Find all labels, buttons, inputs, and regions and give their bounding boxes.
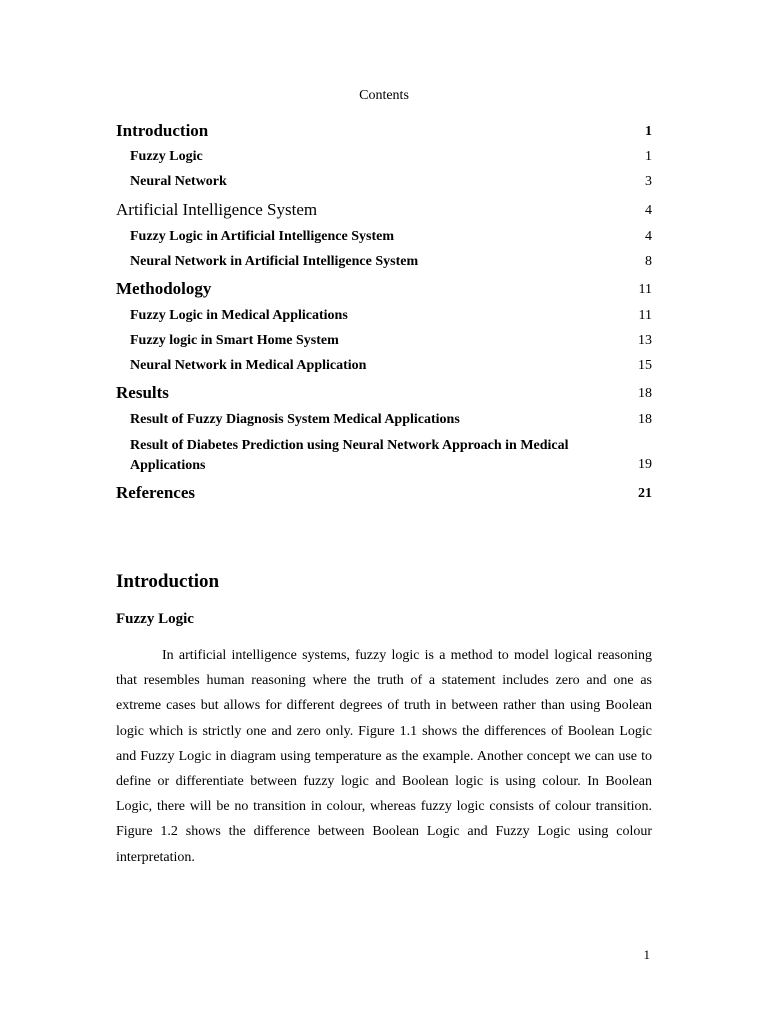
toc-entry-page: 1: [645, 149, 652, 164]
toc-title: Contents: [359, 88, 409, 103]
toc-entry-label: Neural Network in Medical Application: [130, 358, 367, 373]
section-heading: Introduction: [116, 571, 220, 592]
toc-entry-page: 21: [638, 486, 652, 501]
toc-entry-page: 4: [645, 229, 652, 244]
toc-entry-page: 11: [638, 308, 652, 323]
toc-entry-page: 15: [638, 358, 652, 373]
toc-entry-page: 18: [638, 386, 652, 401]
toc-entry-label: Neural Network: [130, 174, 227, 189]
body-paragraph: In artificial intelligence systems, fuzzy logic is a method to model logical reasoning that resembles human reasoning where the truth of a statement includes zero and one as extreme cases but allows for different degrees of truth in between rather than using Boolean logic which is strictly one and zero only. Figure 1.1 shows the differences of Boolean Logic and Fuzzy Logic in diagram using temperature as the example. Another concept we can use to define or differentiate between fuzzy logic and Boolean logic is using colour. In Boolean Logic, there will be no transition in colour, whereas fuzzy logic consists of colour transition. Figure 1.2 shows the difference between Boolean Logic and Fuzzy Logic using colour interpretation.: [116, 648, 652, 865]
toc-entry-label: Results: [116, 383, 169, 402]
toc-entry-page: 19: [638, 457, 652, 472]
toc-entry-page: 8: [645, 254, 652, 269]
toc-entry-label: Fuzzy Logic in Artificial Intelligence System: [130, 229, 395, 244]
toc-entry-label: References: [116, 483, 195, 502]
page-number: 1: [643, 947, 650, 962]
toc-entry-label: Artificial Intelligence System: [116, 200, 318, 219]
toc-entry-label: Result of Diabetes Prediction using Neural Network Approach in Medical Applications: [130, 438, 569, 473]
toc-entry-label: Neural Network in Artificial Intelligence System: [130, 254, 419, 269]
toc-entry-page: 11: [638, 282, 652, 297]
toc-entry-page: 13: [638, 333, 652, 348]
toc-entry-page: 4: [645, 203, 652, 218]
toc-entry-page: 3: [645, 174, 652, 189]
toc-entry-label: Fuzzy Logic in Medical Applications: [130, 308, 348, 323]
toc-entry-label: Fuzzy logic in Smart Home System: [130, 333, 339, 348]
toc-entry-label: Methodology: [116, 279, 212, 298]
toc-entry-page: 18: [638, 412, 652, 427]
toc-entry-label: Result of Fuzzy Diagnosis System Medical Applications: [130, 412, 460, 427]
subsection-heading: Fuzzy Logic: [116, 611, 194, 627]
toc-entry-page: 1: [645, 124, 652, 139]
toc-entry-label: Fuzzy Logic: [130, 149, 203, 164]
toc-entry-label: Introduction: [116, 121, 209, 140]
